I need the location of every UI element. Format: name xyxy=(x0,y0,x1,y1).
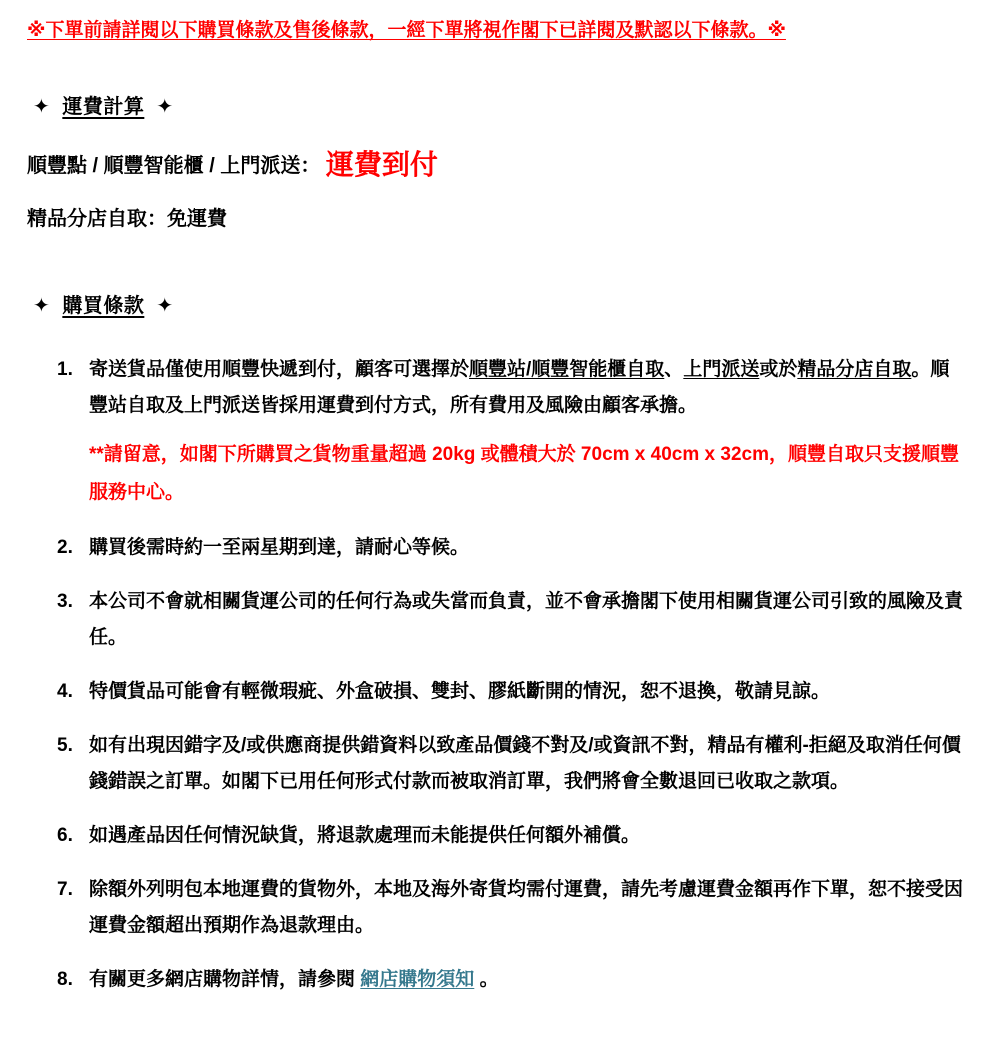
term-item-2 xyxy=(57,530,965,566)
shop-guide-link[interactable]: 網店購物須知 xyxy=(360,968,475,990)
term-text xyxy=(89,962,965,998)
star-icon: ✦ xyxy=(33,95,51,118)
term-8-prefix: 有關更多網店購物詳情，請參閱 xyxy=(89,968,361,990)
term-item-4 xyxy=(57,674,965,710)
term-1-sf-pickup-underlined: 順豐站/順豐智能櫃自取 xyxy=(469,358,665,380)
term-item-5 xyxy=(57,728,965,800)
term-8-suffix: 。 xyxy=(474,968,499,990)
term-text: 如遇產品因任何情況缺貨，將退款處理而未能提供任何額外補償。 xyxy=(89,824,641,846)
shipping-methods-prefix: 順豐點 / 順豐智能櫃 / 上門派送： xyxy=(27,154,321,177)
term-number: 8. xyxy=(57,968,73,990)
term-number: 4. xyxy=(57,680,73,702)
term-number: 3. xyxy=(57,590,73,612)
term-text: 購買後需時約一至兩星期到達，請耐心等候。 xyxy=(89,536,470,558)
shipping-fee-title: 運費計算 xyxy=(62,95,145,118)
term-text: 如有出現因錯字及/或供應商提供錯資料以致產品價錢不對及/或資訊不對，精品有權利-拒絕及取消任何價錢錯誤之訂單。如閣下已用任何形式付款而被取消訂單，我們將會全數退回已收取之款項。 xyxy=(89,734,961,792)
term-1-weight-warning: **請留意，如閣下所購買之貨物重量超過 20kg 或體積大於 70cm x 40cm x 32cm，順豐自取只支援順豐服務中心。 xyxy=(89,443,959,503)
purchase-terms-title: 購買條款 xyxy=(62,294,145,317)
term-1-seg5: 或於 xyxy=(759,358,798,380)
term-1-seg1: 寄送貨品僅使用順豐快遞到付，顧客可選擇於 xyxy=(89,358,470,380)
terms-list xyxy=(57,352,965,998)
term-1-store-pickup-underlined: 精品分店自取 xyxy=(797,358,912,380)
star-icon: ✦ xyxy=(33,294,51,317)
term-number: 7. xyxy=(57,878,73,900)
term-item-3 xyxy=(57,584,965,656)
term-text: 特價貨品可能會有輕微瑕疵、外盒破損、雙封、膠紙斷開的情況，恕不退換，敬請見諒。 xyxy=(89,680,831,702)
term-1-seg7: 。順豐站自取及上門派送皆採用運費到付方式，所有費用及風險由顧客承擔。 xyxy=(89,358,950,416)
store-pickup-line: 精品分店自取：免運費 xyxy=(27,207,227,230)
term-item-7 xyxy=(57,872,965,944)
freight-collect-highlight: 運費到付 xyxy=(325,148,438,180)
term-1-main-text xyxy=(89,352,965,424)
term-number: 6. xyxy=(57,824,73,846)
term-item-6 xyxy=(57,818,965,854)
term-item-8 xyxy=(57,962,965,998)
term-number: 5. xyxy=(57,734,73,756)
pre-order-notice: ※下單前請詳閱以下購買條款及售後條款，一經下單將視作閣下已詳閱及默認以下條款。※ xyxy=(27,20,786,41)
purchase-terms-section-header xyxy=(27,289,965,318)
term-text xyxy=(89,352,965,512)
shipping-methods-line xyxy=(27,145,965,184)
shipping-fee-section-header xyxy=(27,90,965,119)
term-text: 本公司不會就相關貨運公司的任何行為或失當而負責，並不會承擔閣下使用相關貨運公司引致的風險及責任。 xyxy=(89,590,964,648)
term-text: 除額外列明包本地運費的貨物外，本地及海外寄貨均需付運費，請先考慮運費金額再作下單，恕不接受因運費金額超出預期作為退款理由。 xyxy=(89,878,964,936)
term-number: 2. xyxy=(57,536,73,558)
term-item-1 xyxy=(57,352,965,512)
term-1-home-delivery-underlined: 上門派送 xyxy=(683,358,760,380)
star-icon: ✦ xyxy=(156,95,174,118)
star-icon: ✦ xyxy=(156,294,174,317)
term-1-seg3: 、 xyxy=(664,358,684,380)
term-number: 1. xyxy=(57,358,73,380)
